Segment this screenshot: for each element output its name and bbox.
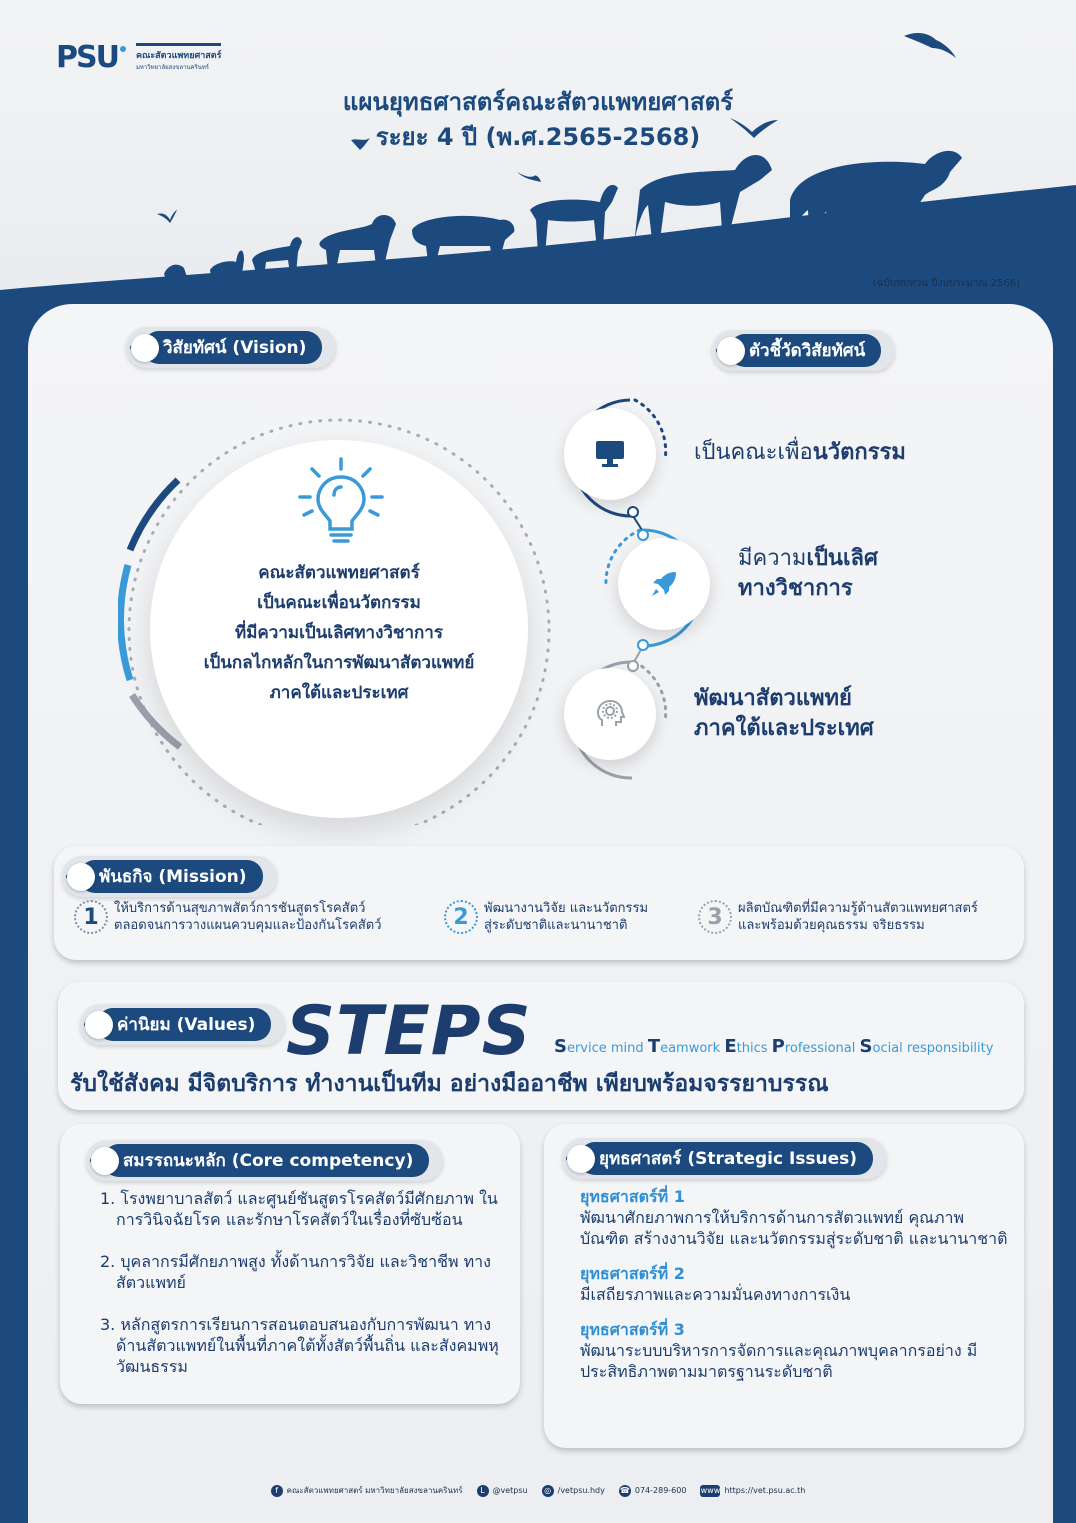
footer-instagram[interactable] [542,1485,605,1497]
strategy-pill [562,1138,887,1179]
kpi-circle-3 [564,668,656,760]
pill-knob [131,334,159,362]
mission-number: 3 [698,900,732,934]
mission-line: สู่ระดับชาติและนานาชาติ [484,918,628,933]
instagram-icon: ◎ [542,1485,554,1497]
mission-line: ตลอดจนการวางแผนควบคุมและป้องกันโรคสัตว์ [114,918,382,933]
kpi-item-2-c: ทางวิชาการ [738,576,853,601]
psu-logo [56,40,221,75]
steps-rest: rofessional [784,1041,856,1056]
footer-phone-text: 074-289-600 [634,1486,687,1495]
footer [0,1484,1076,1497]
pill-knob [67,863,95,891]
footer-facebook-text: คณะสัตวแพทยศาสตร์ มหาวิทยาลัยสงขลานครินทร์ [286,1486,463,1495]
pill-knob [567,1145,595,1173]
vision-line: เป็นกลไกหลักในการพัฒนาสัตวแพทย์ [203,653,475,673]
mission-item-1 [74,900,382,934]
core-item: 2. บุคลากรมีศักยภาพสูง ทั้งด้านการวิจัย และวิชาชีพ ทางสัตวแพทย์ [100,1252,491,1292]
footer-line-text: @vetpsu [492,1486,528,1495]
steps-cap: T [647,1036,661,1057]
mission-label: พันธกิจ (Mission) [79,860,263,893]
logo-text [136,43,221,72]
pill-knob [91,1147,119,1175]
strategy-heading: ยุทธศาสตร์ที่ 1 [580,1187,685,1206]
mission-line: ผลิตบัณฑิตที่มีความรู้ด้านสัตวแพทยศาสตร์ [738,901,978,916]
monitor-icon [595,440,625,468]
steps-rest: thics [736,1041,768,1056]
steps-rest: ocial responsibility [872,1041,994,1056]
web-icon: www [700,1486,721,1495]
values-pill [80,1004,285,1045]
logo-line1: คณะสัตวแพทยศาสตร์ [135,51,222,61]
edition-note: (ฉบับทบทวน ปีงบประมาณ 2566) [872,278,1020,289]
vision-label: วิสัยทัศน์ (Vision) [143,331,322,364]
core-item: 3. หลักสูตรการเรียนการสอนตอบสนองกับการพัฒนา ทางด้านสัตวแพทย์ในพื้นที่ภาคใต้ทั้งสัตว์พื้นถิ่น และสังคมพหุวัฒนธรรม [100,1315,499,1376]
vision-line: คณะสัตวแพทยศาสตร์ [258,563,420,583]
kpi-item-3-a: พัฒนาสัตวแพทย์ [694,686,852,711]
steps-wordmark: STEPS [286,992,532,1071]
logo-mark: PSU [56,40,118,75]
mission-item-2 [444,900,648,934]
kpi-circle-2 [618,538,710,630]
mission-number: 2 [444,900,478,934]
line-icon: L [477,1485,489,1497]
page-subtitle: ระยะ 4 ปี (พ.ศ.2565-2568) [375,123,701,151]
rocket-icon [649,569,679,599]
values-label: ค่านิยม (Values) [97,1008,271,1041]
phone-icon: ☎ [619,1486,630,1495]
footer-instagram-text: /vetpsu.hdy [557,1486,605,1495]
core-item: 1. โรงพยาบาลสัตว์ และศูนย์ชันสูตรโรคสัตว์มีศักยภาพ ในการวินิจฉัยโรค และรักษาโรคสัตว์ในเรื่องที่ซับซ้อน [100,1189,498,1229]
head-gear-icon [594,698,626,730]
strategy-heading: ยุทธศาสตร์ที่ 3 [580,1320,685,1339]
page-title: แผนยุทธศาสตร์คณะสัตวแพทยศาสตร์ [342,88,734,116]
logo-line2: มหาวิทยาลัยสงขลานครินทร์ [135,64,210,71]
footer-facebook[interactable] [271,1484,463,1497]
vision-line: เป็นคณะเพื่อนวัตกรรม [257,593,421,613]
mission-item-3 [698,900,978,934]
header-area [0,0,1076,310]
vision-line: ที่มีความเป็นเลิศทางวิชาการ [235,623,443,643]
steps-rest: eamwork [660,1041,721,1056]
strategy-body: มีเสถียรภาพและความมั่นคงทางการเงิน [580,1285,851,1304]
mission-line: ให้บริการด้านสุขภาพสัตว์การชันสูตรโรคสัตว์ [114,901,366,916]
mission-line: และพร้อมด้วยคุณธรรม จริยธรรม [738,918,925,933]
footer-phone[interactable] [619,1485,687,1497]
bird-icon [156,208,178,224]
footer-web-text: https://vet.psu.ac.th [724,1486,806,1495]
mission-pill [62,856,277,897]
strategy-heading: ยุทธศาสตร์ที่ 2 [580,1264,685,1283]
kpi-item-2-a: มีความ [738,546,807,571]
vision-pill [126,327,336,368]
bird-icon [516,170,542,184]
kpi-item-2-b: เป็นเลิศ [806,546,878,571]
vision-statement [150,558,528,708]
footer-line[interactable] [477,1485,528,1497]
kpi-item-1-b: นวัตกรรม [812,440,906,465]
kpi-item-3 [694,684,874,744]
pill-knob [717,337,745,365]
vision-line: ภาคใต้และประเทศ [269,683,409,703]
mission-line: พัฒนางานวิจัย และนวัตกรรม [484,901,649,916]
steps-expansion [554,1036,993,1057]
bird-icon [900,28,960,62]
kpi-item-1-a: เป็นคณะเพื่อ [694,440,813,465]
kpi-item-3-b: ภาคใต้และประเทศ [694,716,874,741]
strategy-body: พัฒนาระบบบริหารการจัดการและคุณภาพบุคลากรอย่าง มีประสิทธิภาพตามมาตรฐานระดับชาติ [580,1341,978,1381]
steps-cap: P [771,1036,785,1057]
footer-web[interactable] [700,1485,805,1497]
strategy-label: ยุทธศาสตร์ (Strategic Issues) [579,1142,873,1175]
steps-cap: S [859,1036,873,1057]
kpi-label: ตัวชี้วัดวิสัยทัศน์ [729,334,881,367]
values-thai: รับใช้สังคม มีจิตบริการ ทำงานเป็นทีม อย่างมืออาชีพ เพียบพร้อมจรรยาบรรณ [70,1071,829,1097]
mission-number: 1 [74,900,108,934]
pill-knob [85,1011,113,1039]
kpi-pill [712,330,895,371]
facebook-icon: f [271,1485,283,1497]
kpi-circle-1 [564,408,656,500]
kpi-item-1 [694,438,906,468]
lightbulb-icon [298,455,384,547]
strategy-body: พัฒนาศักยภาพการให้บริการด้านการสัตวแพทย์ คุณภาพบัณฑิต สร้างงานวิจัย และนวัตกรรมสู่ระดับชาติ และนานาชาติ [580,1208,1008,1248]
core-pill [86,1140,443,1181]
strategy-list [580,1186,1010,1382]
core-list [100,1188,510,1398]
steps-cap: E [724,1036,737,1057]
steps-cap: S [554,1036,567,1057]
kpi-item-2 [738,544,878,604]
steps-rest: ervice mind [566,1041,644,1056]
logo-dot [120,46,126,52]
core-label: สมรรถนะหลัก (Core competency) [103,1144,429,1177]
